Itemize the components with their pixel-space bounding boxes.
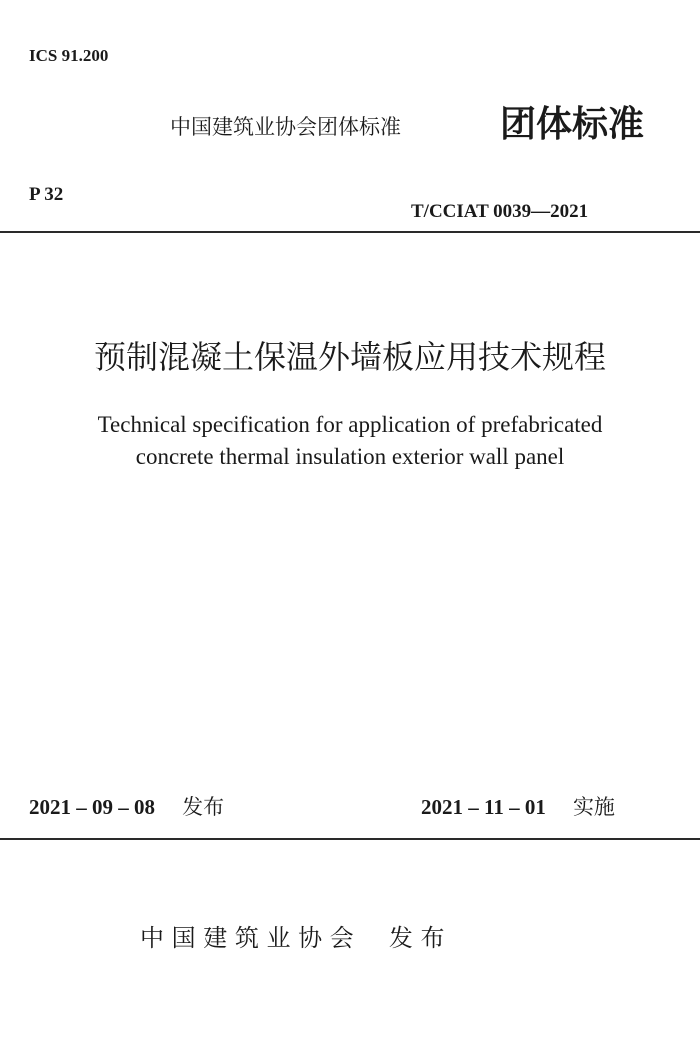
issue-date-block (29, 791, 224, 821)
classification-code: P 32 (29, 184, 64, 205)
standard-number: T/CCIAT 0039—2021 (411, 201, 589, 222)
org-standard-label: 中国建筑业协会团体标准 (170, 115, 401, 139)
publisher-name: 中 国 建 筑 业 协 会 (140, 924, 354, 952)
title-en-line2: concrete thermal insulation exterior wall panel (135, 444, 565, 469)
implement-date-block (421, 791, 615, 821)
ics-code: ICS 91.200 (29, 46, 109, 65)
standard-category: 团体标准 (500, 104, 645, 145)
issue-date: 2021 – 09 – 08 (29, 795, 155, 819)
title-en-line1: Technical specification for application of prefabricated (97, 412, 603, 437)
header-divider (0, 231, 700, 233)
implement-date: 2021 – 11 – 01 (421, 795, 546, 819)
issue-label: 发布 (182, 795, 225, 819)
title-zh: 预制混凝土保温外墙板应用技术规程 (93, 338, 606, 376)
implement-label: 实施 (572, 795, 615, 819)
publisher-block (140, 918, 445, 953)
publish-label: 发 布 (388, 924, 445, 952)
footer-divider (0, 838, 700, 840)
